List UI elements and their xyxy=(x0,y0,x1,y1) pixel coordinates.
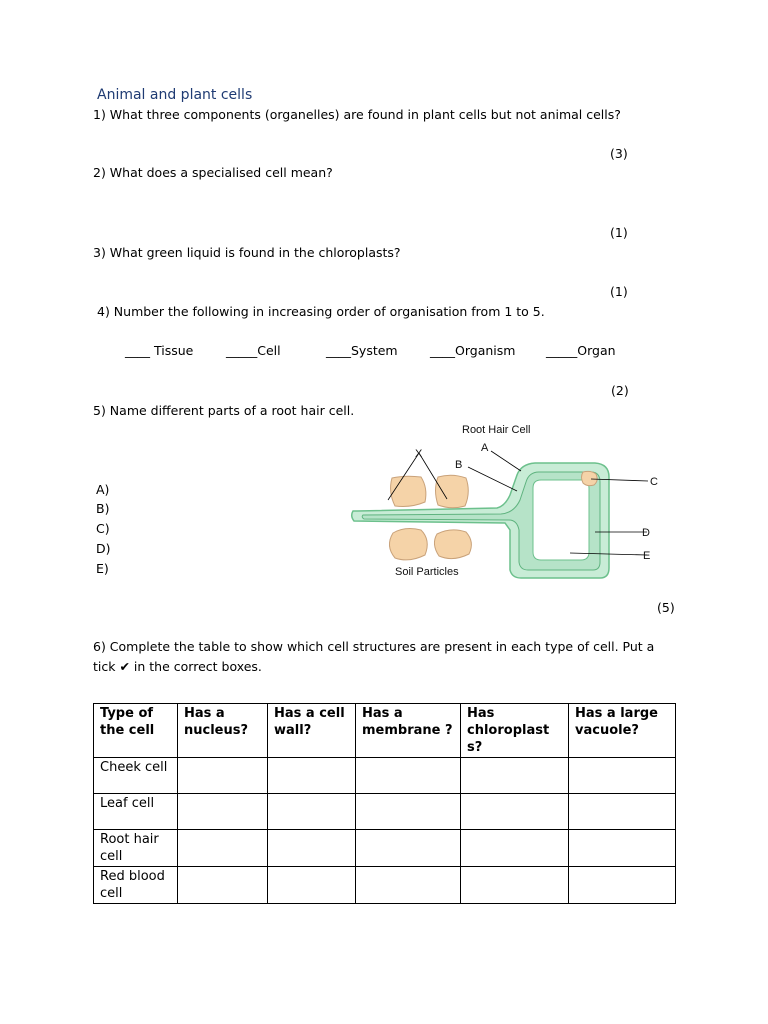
row-label: Leaf cell xyxy=(94,794,178,830)
answer-cell[interactable] xyxy=(268,758,356,794)
question-4-marks: (2) xyxy=(611,383,629,398)
question-6-line-2: tick ✔ in the correct boxes. xyxy=(93,659,262,674)
answer-cell[interactable] xyxy=(178,758,268,794)
label-a: A xyxy=(481,442,489,454)
table-header-row xyxy=(94,704,676,758)
row-label: Cheek cell xyxy=(94,758,178,794)
question-6-line-1: 6) Complete the table to show which cell structures are present in each type of cell. Put a xyxy=(93,639,655,654)
answer-letter-e: E) xyxy=(96,561,109,576)
header-membrane: Has a membrane ? xyxy=(356,704,461,758)
row-label: Red blood cell xyxy=(94,867,178,904)
answer-cell[interactable] xyxy=(461,758,569,794)
answer-letter-c: C) xyxy=(96,521,110,536)
answer-cell[interactable] xyxy=(461,867,569,904)
table-row xyxy=(94,794,676,830)
label-d: D xyxy=(642,527,650,539)
question-3-marks: (1) xyxy=(610,284,628,299)
soil-particle xyxy=(434,530,471,559)
question-1-marks: (3) xyxy=(610,146,628,161)
answer-cell[interactable] xyxy=(569,794,676,830)
answer-cell[interactable] xyxy=(178,794,268,830)
soil-particles-label: Soil Particles xyxy=(395,566,459,578)
answer-cell[interactable] xyxy=(268,867,356,904)
answer-cell[interactable] xyxy=(356,758,461,794)
question-2: 2) What does a specialised cell mean? xyxy=(93,165,333,180)
header-cell-type: Type of the cell xyxy=(94,704,178,758)
question-3: 3) What green liquid is found in the chloroplasts? xyxy=(93,245,401,260)
label-x: X xyxy=(415,448,423,460)
question-1: 1) What three components (organelles) are found in plant cells but not animal cells? xyxy=(93,107,621,122)
answer-letter-d: D) xyxy=(96,541,111,556)
soil-particle xyxy=(391,476,426,506)
answer-cell[interactable] xyxy=(356,867,461,904)
label-b: B xyxy=(455,459,463,471)
page-title: Animal and plant cells xyxy=(97,87,253,103)
order-item-system: ____System xyxy=(326,343,398,358)
order-item-tissue: ____ Tissue xyxy=(125,343,194,358)
soil-particle xyxy=(436,475,469,508)
table-row xyxy=(94,758,676,794)
answer-cell[interactable] xyxy=(356,830,461,867)
answer-letter-b: B) xyxy=(96,501,110,516)
table-row xyxy=(94,867,676,904)
order-item-organism: ____Organism xyxy=(430,343,516,358)
row-label: Root hair cell xyxy=(94,830,178,867)
nucleus xyxy=(582,471,598,485)
label-c: C xyxy=(650,476,658,488)
diagram-title: Root Hair Cell xyxy=(462,424,531,436)
answer-letter-a: A) xyxy=(96,482,110,497)
root-hair-cell-diagram xyxy=(345,420,675,580)
answer-cell[interactable] xyxy=(178,867,268,904)
cell-structures-table xyxy=(93,703,676,904)
question-2-marks: (1) xyxy=(610,225,628,240)
answer-cell[interactable] xyxy=(569,758,676,794)
answer-cell[interactable] xyxy=(268,794,356,830)
table-row xyxy=(94,830,676,867)
header-nucleus: Has a nucleus? xyxy=(178,704,268,758)
header-chloroplasts: Has chloroplast s? xyxy=(461,704,569,758)
header-cell-wall: Has a cell wall? xyxy=(268,704,356,758)
question-4: 4) Number the following in increasing order of organisation from 1 to 5. xyxy=(97,304,545,319)
answer-cell[interactable] xyxy=(569,830,676,867)
answer-cell[interactable] xyxy=(461,794,569,830)
question-5-marks: (5) xyxy=(657,600,675,615)
header-vacuole: Has a large vacuole? xyxy=(569,704,676,758)
label-e: E xyxy=(643,550,651,562)
question-5: 5) Name different parts of a root hair cell. xyxy=(93,403,355,418)
soil-particle xyxy=(389,529,427,560)
vacuole xyxy=(533,480,589,560)
order-item-cell: _____Cell xyxy=(226,343,281,358)
answer-cell[interactable] xyxy=(569,867,676,904)
answer-cell[interactable] xyxy=(356,794,461,830)
answer-cell[interactable] xyxy=(461,830,569,867)
answer-cell[interactable] xyxy=(178,830,268,867)
order-item-organ: _____Organ xyxy=(546,343,616,358)
answer-cell[interactable] xyxy=(268,830,356,867)
